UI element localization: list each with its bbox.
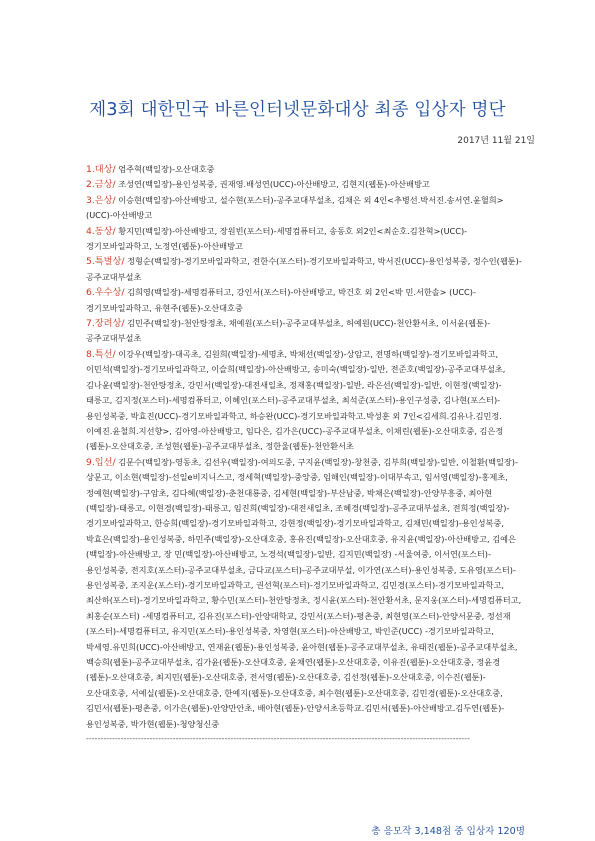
- award-label: 3.은상/: [86, 194, 116, 206]
- award-label: 1.대상/: [86, 164, 116, 175]
- winners-list: [86, 162, 522, 746]
- award-entry-bronze: [86, 224, 522, 255]
- award-label: 6.우수상/: [86, 287, 125, 299]
- award-winners: 이승현(백일장)-아산배방고, 설수현(포스터)-공주교대부설초, 김채은 외 4인<추병선.박서진.송서연.윤혈희>(UCC)-아산배방고: [86, 194, 504, 221]
- award-winners: 황지민(백일장)-아산배방고, 장원빈(포스터)-세명컴퓨터고, 송동호 외2인<최순호.김찬혁>(UCC)-경기모바일과학고, 노정연(웹툰)-아산배방고: [86, 225, 468, 252]
- award-label: 5.특별상/: [86, 256, 125, 268]
- award-label: 2.금상/: [86, 179, 116, 191]
- award-winners: 조성연(백일장)-용인성복중, 권재영.배성연(UCC)-아산배방고, 김현지(웹툰)-아산배방고: [115, 179, 430, 190]
- award-winners: 엄주혁(백일장)-오산대호중: [115, 164, 215, 174]
- award-label: 7.장려상/: [86, 318, 125, 330]
- award-winners: 김문수(백일장)-영동초, 김선우(백일장)-여의도중, 구지윤(백일장)-창천중, 김부희(백일장)-일반, 이철환(백일장)-상문고, 이소현(백일장)-선일e비지니스고, 정세혁(백일장)-중앙중, 임해인(백일장)-이대부속고, 임서영(백일장)-홍제초, 정예현(백일장)-구암초, 김다혜(백일장)-춘천대룡중, 김세현(백일장)-부산남중, 박채은(백일장)-안양부흥중, 최아현(백일장)-태릉고, 이현경(백일장)-태릉고, 임진희(백일장)-대전새일초, 조혜경(백일장)-공주교대부설초, 전희정(백일장)-경기모바일과학고, 한승희(백일장)-경기모바일과학고, 강현정(백일장)-경기모바일과학고, 김채민(백일장)-용인성복중, 박효은(백일장)-용인성복중, 하민주(백일장)-오산대호중, 홍유진(백일장)-오산대호중, 유지윤(백일장)-아산배방고, 김예은(백일장)-아산배방고, 장 민(백일장)-아산배방고, 노경석(백일장)-일반, 김지민(백일장) -서울여중, 이서연(포스터)-용인성복중, 전지호(포스터)-공주교대부설초, 금다교(포스터)-공주교대부설, 이가연(포스터)-용인성복중, 도유영(포스터)-용인성복중, 조지운(포스터)-경기모바일과학고, 권선혁(포스터)-경기모바일과학고, 김민경(포스터)-경기모바일과학고, 최산하(포스터)-경기모바일과학고, 황수민(포스터)-천안탕정초, 정시윤(포스터)-천안환서초, 문지웅(포스터)-세명컴퓨터고, 최홍순(포스터) -세명컴퓨터고, 김유진(포스터)-안양대학교, 강민서(포스터)-평촌중, 최현영(포스터)-안양서문중, 정선재(포스터)-세명컴퓨터고, 유지민(포스터)-용인성복중, 차영현(포스터)-아산배방고, 박인준(UCC) -경기모바일과학고, 박세영.유민희(UCC)-아산배방고, 연재윤(웹툰)-용인성복중, 윤아현(웹툰)-공주교대부설초, 유태진(웹툰)-공주교대부설초, 백승희(웹툰)-공주교대부설초, 김가윤(웹툰)-오산대호중, 윤채연(웹툰)-오산대호중, 이유진(웹툰)-오산대호중, 정윤경(웹툰)-오산대호중, 최지민(웹툰)-오산대호중, 전서영(웹툰)-오산대호중, 김선정(웹툰)-오산대호중, 이수진(웹툰)-오산대호중, 서예실(웹툰)-오산대호중, 한예지(웹툰)-오산대호중, 최수현(웹툰)-오산대호중, 김민경(웹툰)-오산대호중, 김민서(웹툰)-평촌중, 이가은(웹툰)-안양만안초, 배아현(웹툰)-안양서초등학교.김민서(웹툰)-아산배방고.김두연(웹툰)-용인성복중, 박가현(웹툰)-청양청신중: [86, 456, 522, 729]
- document-date: 2017년 11월 21일: [457, 136, 535, 146]
- award-entry-grand: [86, 162, 522, 177]
- award-winners: 김민주(백일장)-천안탕정초, 채예원(포스터)-공주교대부설초, 허예원(UCC)-천안환서초, 이서윤(웹툰)-공주교대부설초: [86, 318, 491, 344]
- award-label: 8.특선/: [86, 348, 116, 360]
- award-entry-silver: [86, 193, 522, 224]
- award-winners: 김희영(백일장)-세명컴퓨터고, 강인서(포스터)-아산배방고, 박건호 외 2인<박 민.서한솔> (UCC)-경기모바일과학고, 유현주(웹툰)-오산대호중: [86, 287, 476, 313]
- award-entry-special: [86, 254, 522, 285]
- award-entry-excellence: [86, 285, 522, 316]
- total-summary: 총 응모작 3,148점 중 입상자 120명: [371, 826, 525, 837]
- award-label: 4.동상/: [86, 225, 116, 237]
- award-entry-selected: [86, 347, 522, 455]
- page-title: 제3회 대한민국 바른인터넷문화대상 최종 입상자 명단: [89, 100, 506, 120]
- award-winners: 이강우(백일장)-대곡초, 김원희(백일장)-세명초, 박채선(백일장)-상암고, 전명하(백일장)-경기모바일과학고, 이민석(백일장)-경기모바일과학고, 이슬희(백일장)-아산배방고, 송미숙(백일장)-일반, 전준호(백일장)-공주교대부설초, 김나윤(백일장)-천안탕정초, 강민서(백일장)-대전새일초, 정재홍(백일장)-일반, 라은선(백일장)-일반, 이현정(백일장)-태릉고, 김지정(포스터)-세명컴퓨터고, 이혜인(포스터)-공주교대부설초, 최석준(포스터)-용인구성중, 김나현(포스터)-용인성복중, 박효진(UCC)-경기모바일과학고, 하승완(UCC)-경기모바일과학고.박성훈 외 7인<김세희.김유나.김민정.이예진.윤철희.지선향>, 김아영-아산배방고, 임다은, 김가은(UCC)-공주교대부설초, 이채린(웹툰)-오산대호중, 김은정(웹툰)-오산대호중, 조성현(웹툰)-공주교대부설초, 정한울(웹툰)-천안환서초: [86, 348, 506, 452]
- award-entry-gold: [86, 177, 522, 192]
- separator-line: -------------------------------------------------------------------------------------------------------------------------------------: [86, 734, 470, 744]
- award-entry-encouragement: [86, 316, 522, 347]
- award-label: 9.입선/: [86, 456, 116, 468]
- award-entry-honorable: [86, 455, 522, 732]
- award-winners: 정형순(백일장)-경기모바일과학고, 전한수(포스터)-경기모바일과학고, 박서진(UCC)-용인성복중, 정수인(웹툰)-공주교대부설초: [86, 256, 522, 282]
